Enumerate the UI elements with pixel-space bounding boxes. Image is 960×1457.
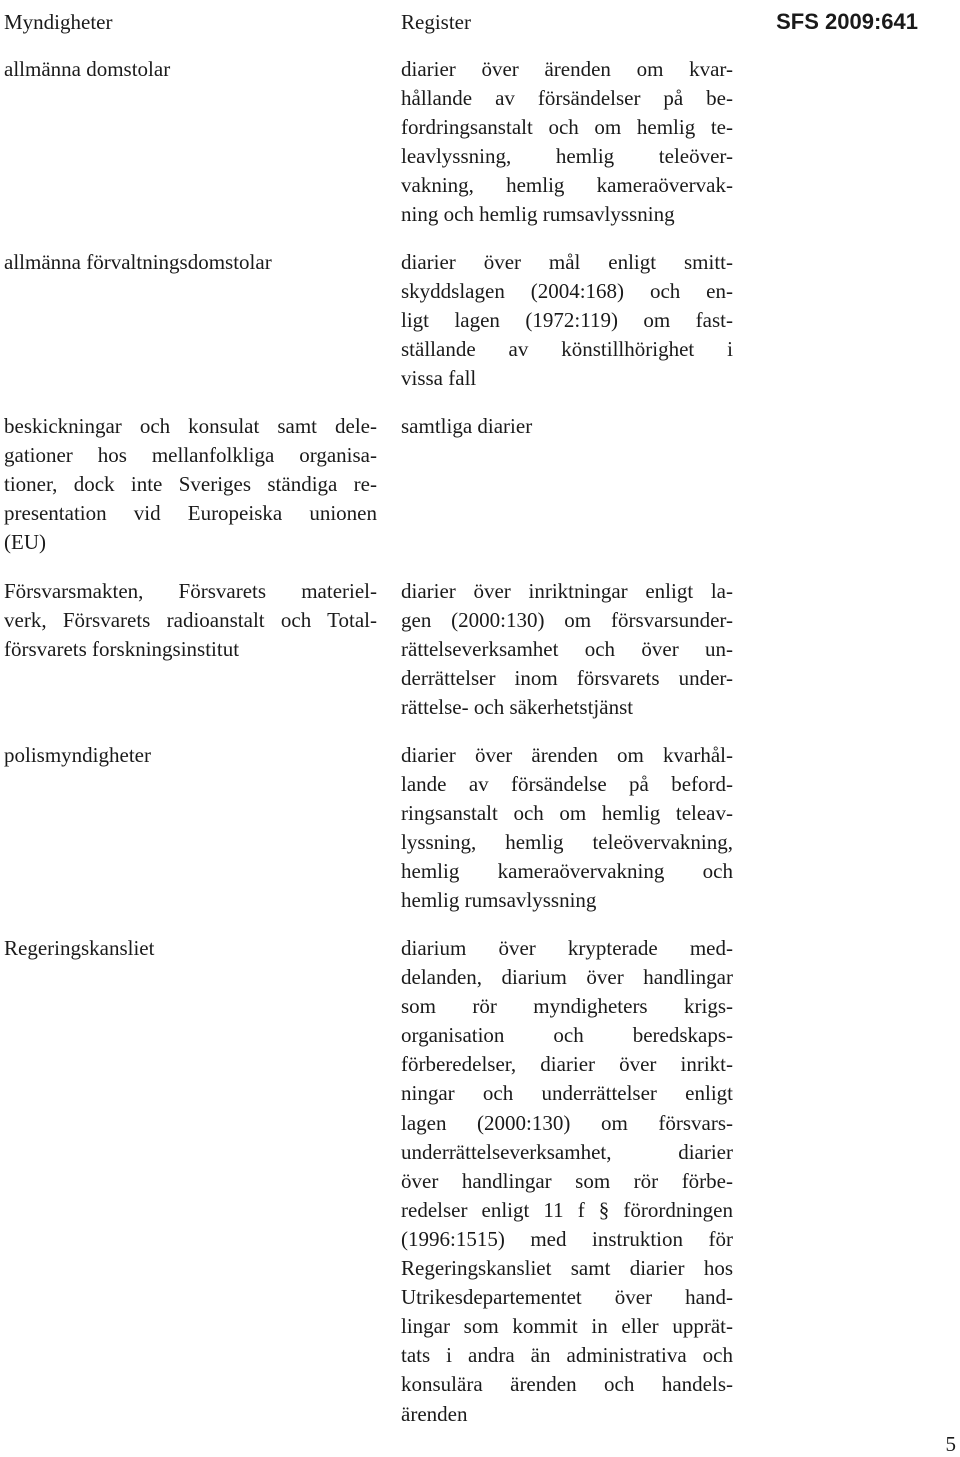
authority-cell (4, 248, 377, 277)
text-line: samtliga diarier (401, 414, 533, 438)
text-line: (EU) (4, 530, 46, 555)
text-line: fordringsanstalt och om hemlig te- (401, 115, 733, 140)
register-cell (401, 577, 733, 722)
text-line: vissa fall (401, 366, 477, 391)
text-line: tats i andra än administrativa och (401, 1343, 733, 1368)
text-line: hemlig kameraövervakning och (401, 859, 733, 884)
authority-cell (4, 741, 377, 770)
register-cell (401, 55, 733, 230)
text-line: ställande av könstillhörighet i (401, 337, 733, 362)
text-line: konsulära ärenden och handels- (401, 1372, 733, 1397)
text-line: lyssning, hemlig teleövervakning, (401, 830, 733, 855)
text-line: lingar som kommit in eller upprät- (401, 1314, 733, 1339)
text-line: allmänna förvaltningsdomstolar (4, 250, 272, 274)
text-line: diarier över ärenden om kvar- (401, 57, 733, 81)
text-line: diarium över krypterade med- (401, 936, 733, 960)
text-line: hemlig rumsavlyssning (401, 888, 597, 913)
text-line: skyddslagen (2004:168) och en- (401, 279, 733, 304)
text-line: ningar och underrättelser enligt (401, 1081, 733, 1106)
authority-cell (4, 55, 377, 84)
text-line: Utrikesdepartementet över hand- (401, 1285, 733, 1310)
sfs-number: SFS 2009:641 (776, 9, 918, 34)
text-line: ringsanstalt och om hemlig teleav- (401, 801, 733, 826)
text-line: tioner, dock inte Sveriges ständiga re- (4, 472, 377, 497)
text-line: hållande av försändelser på be- (401, 86, 733, 111)
text-line: presentation vid Europeiska unionen (4, 501, 377, 526)
column-header-register: Register (401, 10, 471, 34)
text-line: förberedelser, diarier över inrikt- (401, 1052, 733, 1077)
text-line: som rör myndigheters krigs- (401, 994, 733, 1019)
text-line: vakning, hemlig kameraövervak- (401, 173, 733, 198)
text-line: diarier över mål enligt smitt- (401, 250, 733, 274)
text-line: lagen (2000:130) om försvars- (401, 1110, 733, 1135)
column-header-authorities: Myndigheter (4, 10, 113, 34)
text-line: polismyndigheter (4, 743, 151, 767)
text-line: verk, Försvarets radioanstalt och Total- (4, 608, 377, 633)
text-line: ligt lagen (1972:119) om fast- (401, 308, 733, 333)
text-line: Regeringskansliet samt diarier hos (401, 1256, 733, 1281)
register-cell (401, 934, 733, 1429)
text-line: lande av försändelse på beford- (401, 772, 733, 797)
text-line: Försvarsmakten, Försvarets materiel- (4, 579, 377, 603)
text-line: Regeringskansliet (4, 936, 155, 960)
text-line: delanden, diarium över handlingar (401, 965, 733, 990)
register-cell (401, 412, 733, 441)
text-line: rättelseverksamhet och över un- (401, 637, 733, 662)
text-line: över handlingar som rör förbe- (401, 1168, 733, 1193)
register-cell (401, 248, 733, 393)
text-line: (1996:1515) med instruktion för (401, 1226, 733, 1251)
text-line: beskickningar och konsulat samt dele- (4, 414, 377, 438)
text-line: derrättelser inom försvarets under- (401, 666, 733, 691)
page-number: 5 (945, 1432, 956, 1456)
text-line: allmänna domstolar (4, 57, 171, 81)
text-line: gationer hos mellanfolkliga organisa- (4, 443, 377, 468)
text-line: redelser enligt 11 f § förordningen (401, 1197, 733, 1222)
text-line: försvarets forskningsinstitut (4, 637, 240, 662)
text-line: organisation och beredskaps- (401, 1023, 733, 1048)
authority-cell (4, 934, 377, 963)
register-cell (401, 741, 733, 916)
text-line: gen (2000:130) om försvarsunder- (401, 608, 733, 633)
authority-cell (4, 412, 377, 557)
text-line: rättelse- och säkerhetstjänst (401, 695, 634, 720)
text-line: ärenden (401, 1401, 468, 1426)
authority-cell (4, 577, 377, 664)
text-line: underrättelseverksamhet, diarier (401, 1139, 733, 1164)
text-line: ning och hemlig rumsavlyssning (401, 202, 675, 227)
text-line: leavlyssning, hemlig teleöver- (401, 144, 733, 169)
text-line: diarier över inriktningar enligt la- (401, 579, 733, 603)
text-line: diarier över ärenden om kvarhål- (401, 743, 733, 767)
